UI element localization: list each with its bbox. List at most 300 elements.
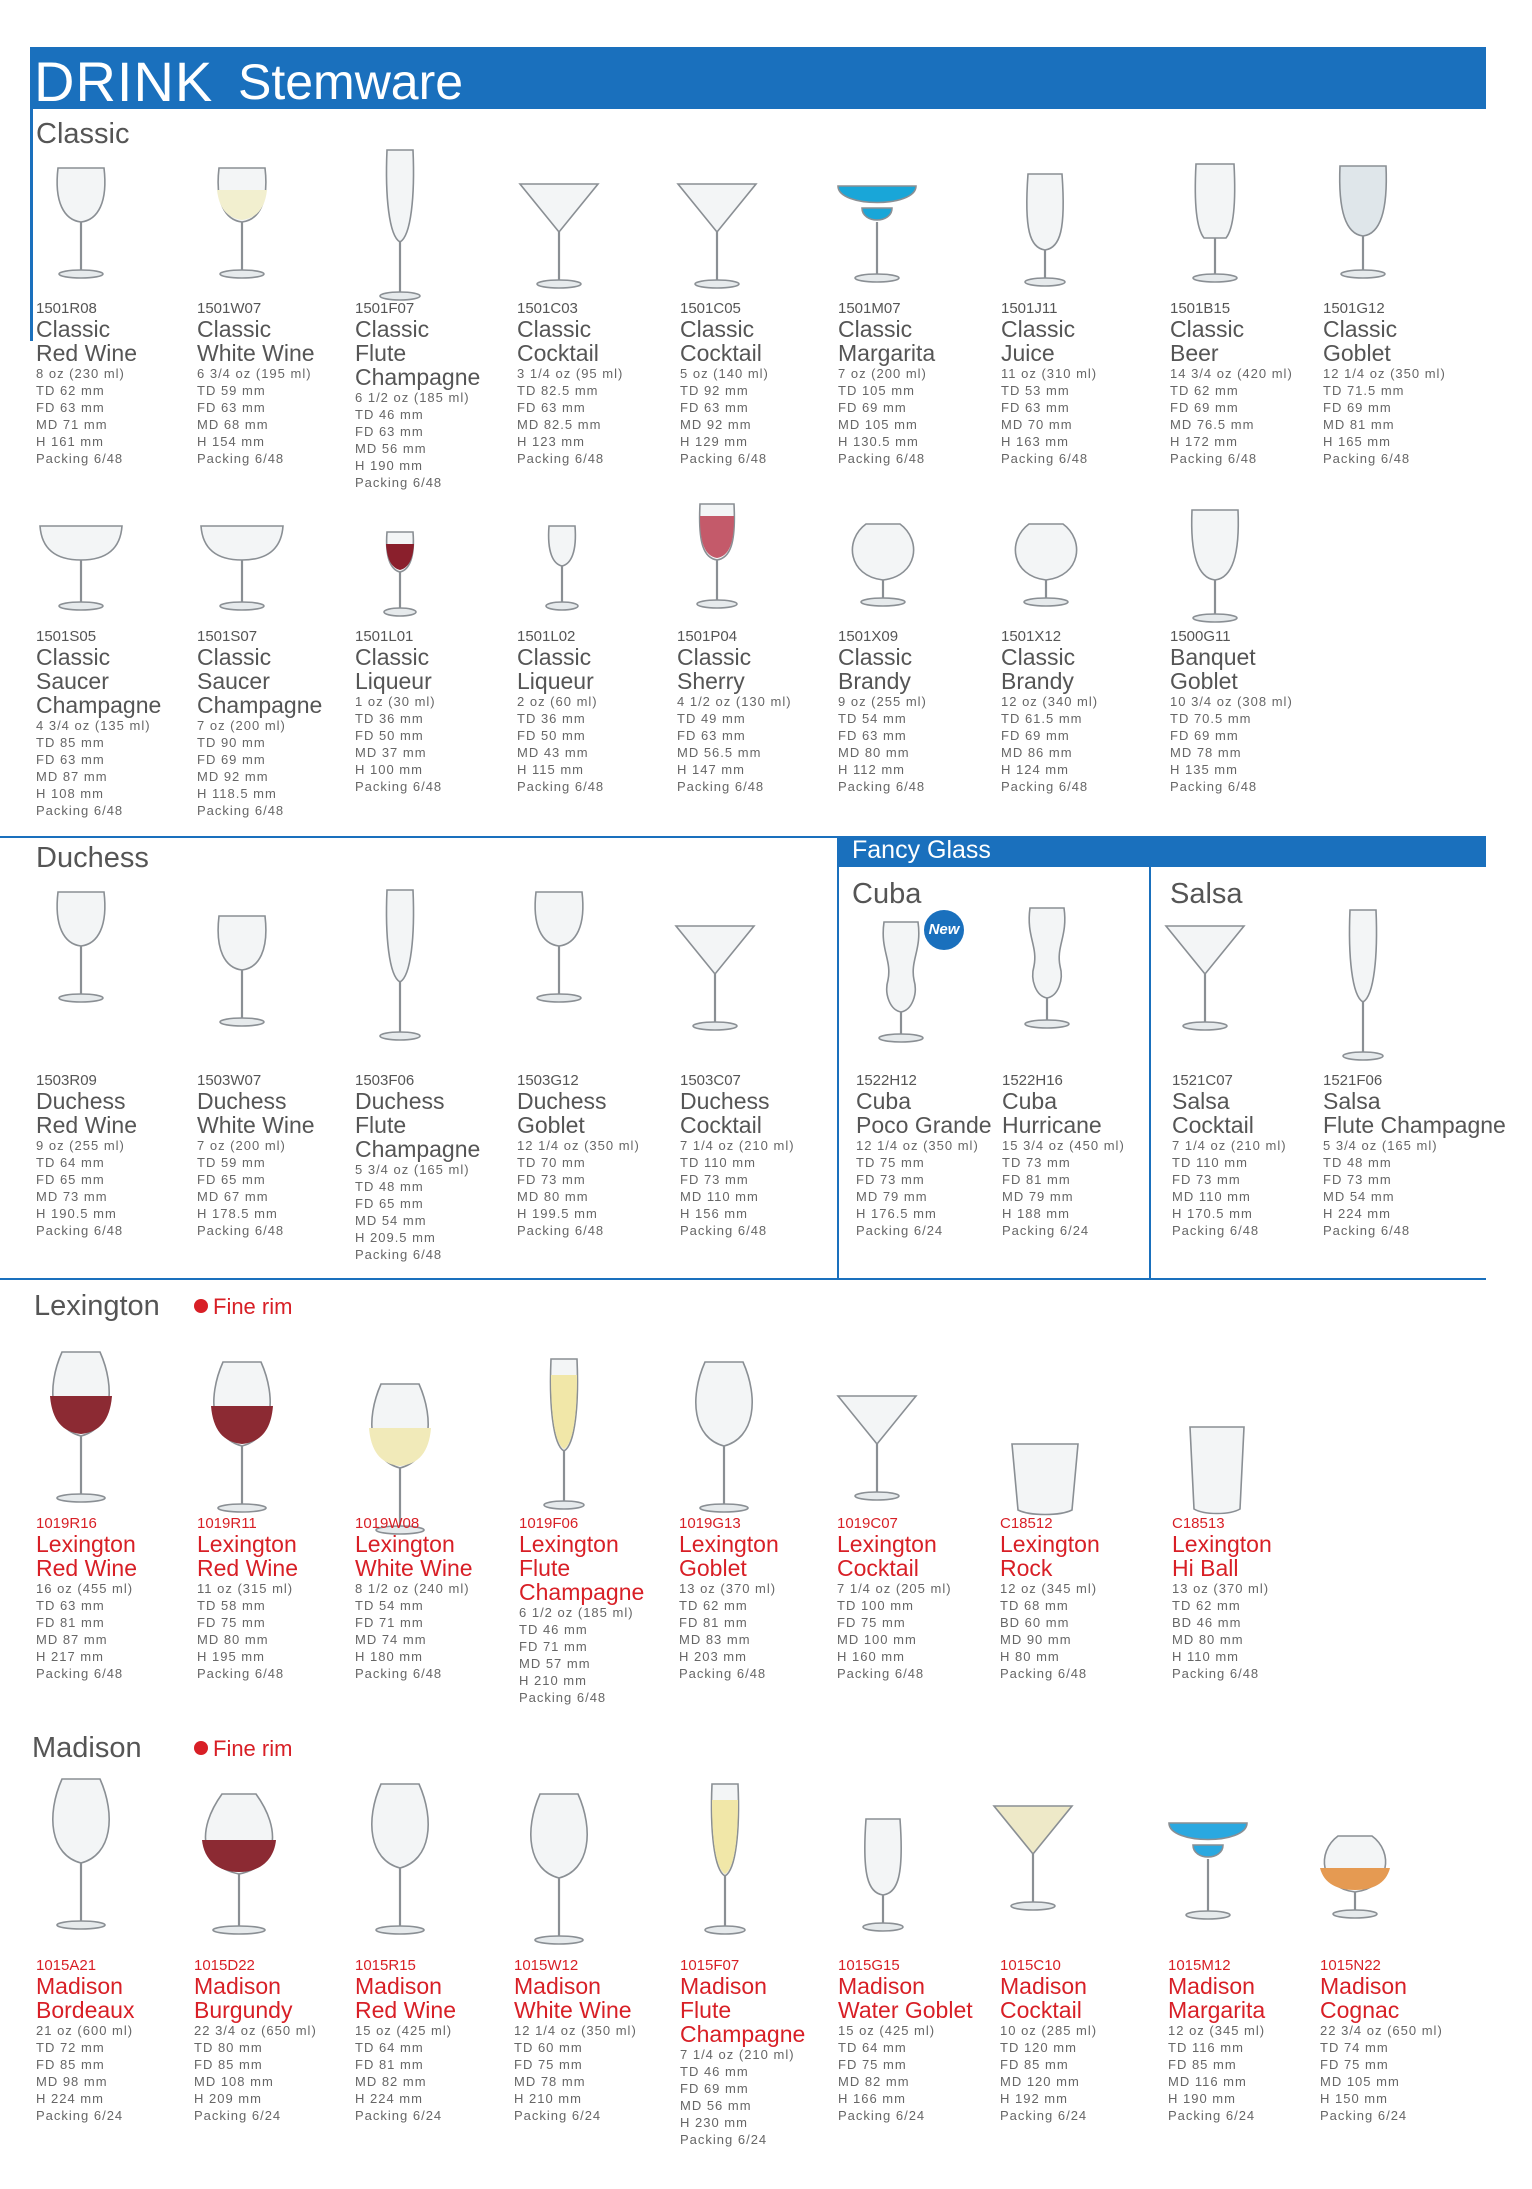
product-name-line: Rock <box>1000 1555 1053 1581</box>
product-spec: H 188 mm <box>1002 1206 1070 1221</box>
product-spec: 4 3/4 oz (135 ml) <box>36 718 151 733</box>
product-item <box>838 1957 998 2124</box>
product-code: 1501P04 <box>677 628 738 645</box>
glass-image <box>838 1815 928 1975</box>
product-name-line: Madison <box>1168 1973 1255 1999</box>
product-spec: 14 3/4 oz (420 ml) <box>1170 366 1293 381</box>
product-item <box>517 300 677 467</box>
product-spec: MD 54 mm <box>355 1213 427 1228</box>
product-spec: 6 1/2 oz (185 ml) <box>355 390 470 405</box>
product-spec: Packing 6/48 <box>517 451 605 466</box>
product-spec: H 190.5 mm <box>36 1206 117 1221</box>
product-spec: H 203 mm <box>679 1649 747 1664</box>
product-spec: 8 oz (230 ml) <box>36 366 125 381</box>
product-spec: TD 80 mm <box>194 2040 263 2055</box>
product-code: 1521C07 <box>1172 1072 1233 1089</box>
product-spec: Packing 6/48 <box>36 1223 124 1238</box>
product-spec: FD 69 mm <box>1170 728 1239 743</box>
product-spec: MD 56.5 mm <box>677 745 762 760</box>
product-spec: H 190 mm <box>355 458 423 473</box>
product-spec: MD 120 mm <box>1000 2074 1080 2089</box>
product-spec: FD 81 mm <box>355 2057 424 2072</box>
product-spec: 2 oz (60 ml) <box>517 694 598 709</box>
product-code: 1019C07 <box>837 1515 898 1532</box>
glass-image <box>197 910 287 1070</box>
product-code: 1501M07 <box>838 300 901 317</box>
section-fancy-glass <box>838 836 1486 867</box>
product-spec: FD 69 mm <box>197 752 266 767</box>
product-spec: H 160 mm <box>837 1649 905 1664</box>
product-spec: MD 80 mm <box>1172 1632 1244 1647</box>
product-name-line: Lexington <box>1172 1531 1272 1557</box>
product-spec: 12 1/4 oz (350 ml) <box>1323 366 1446 381</box>
fine-rim-lexington <box>194 1294 292 1320</box>
product-name-line: Classic <box>1323 316 1398 342</box>
product-spec: FD 75 mm <box>837 1615 906 1630</box>
product-item <box>1323 1072 1506 1239</box>
product-spec: 6 1/2 oz (185 ml) <box>519 1605 634 1620</box>
product-spec: 12 oz (345 ml) <box>1168 2023 1266 2038</box>
product-spec: FD 50 mm <box>355 728 424 743</box>
product-name-line: Burgundy <box>194 1997 293 2023</box>
product-spec: TD 58 mm <box>197 1598 266 1613</box>
product-name-line: Duchess <box>680 1088 770 1114</box>
product-name-line: Madison <box>838 1973 925 1999</box>
product-spec: Packing 6/48 <box>838 779 926 794</box>
product-name-line: Hurricane <box>1002 1112 1102 1138</box>
product-spec: H 180 mm <box>355 1649 423 1664</box>
product-code: 1501L01 <box>355 628 414 645</box>
product-spec: TD 64 mm <box>36 1155 105 1170</box>
product-name-line: Classic <box>677 644 752 670</box>
glass-image <box>355 1780 445 1940</box>
product-name-line: Flute Champagne <box>1323 1112 1506 1138</box>
product-name-line: Lexington <box>837 1531 937 1557</box>
glass-image <box>36 886 126 1046</box>
product-spec: Packing 6/48 <box>1323 451 1411 466</box>
product-name-line: Cocktail <box>837 1555 919 1581</box>
product-spec: FD 81 mm <box>679 1615 748 1630</box>
product-name-line: Duchess <box>36 1088 126 1114</box>
product-name-line: White Wine <box>514 1997 632 2023</box>
product-name-line: Champagne <box>355 1136 481 1162</box>
product-spec: Packing 6/24 <box>1000 2108 1088 2123</box>
glass-image <box>194 1790 284 1950</box>
product-item <box>1000 1957 1160 2124</box>
product-spec: FD 73 mm <box>1172 1172 1241 1187</box>
product-name-line: Flute <box>355 1112 407 1138</box>
product-code: 1521F06 <box>1323 1072 1383 1089</box>
glass-image <box>355 146 445 306</box>
product-spec: MD 80 mm <box>838 745 910 760</box>
product-spec: H 154 mm <box>197 434 265 449</box>
product-spec: FD 73 mm <box>517 1172 586 1187</box>
glass-image <box>1170 162 1260 322</box>
product-name-line: Water Goblet <box>838 1997 973 2023</box>
product-item <box>680 300 840 467</box>
product-name-line: Madison <box>1000 1973 1087 1999</box>
glass-image <box>670 920 760 1080</box>
product-name-line: Juice <box>1001 340 1055 366</box>
product-spec: MD 80 mm <box>517 1189 589 1204</box>
product-spec: Packing 6/48 <box>355 779 443 794</box>
product-spec: FD 81 mm <box>36 1615 105 1630</box>
product-spec: 5 3/4 oz (165 ml) <box>1323 1138 1438 1153</box>
product-spec: MD 79 mm <box>856 1189 928 1204</box>
product-code: 1015G15 <box>838 1957 900 1974</box>
product-name-line: Classic <box>355 316 430 342</box>
product-spec: H 163 mm <box>1001 434 1069 449</box>
product-spec: 9 oz (255 ml) <box>838 694 927 709</box>
fine-rim-dot <box>194 1741 208 1755</box>
product-spec: FD 63 mm <box>355 424 424 439</box>
product-item <box>519 1515 679 1706</box>
product-spec: TD 70 mm <box>517 1155 586 1170</box>
product-spec: FD 71 mm <box>519 1639 588 1654</box>
product-spec: TD 46 mm <box>519 1622 588 1637</box>
product-spec: FD 73 mm <box>680 1172 749 1187</box>
product-name-line: Madison <box>514 1973 601 1999</box>
section-classic: Classic <box>36 118 130 150</box>
product-name-line: Champagne <box>355 364 481 390</box>
product-spec: MD 116 mm <box>1168 2074 1247 2089</box>
product-code: 1503W07 <box>197 1072 262 1089</box>
product-spec: Packing 6/24 <box>36 2108 124 2123</box>
product-spec: FD 85 mm <box>194 2057 263 2072</box>
product-item <box>1172 1072 1332 1239</box>
product-spec: H 178.5 mm <box>197 1206 278 1221</box>
product-spec: MD 68 mm <box>197 417 269 432</box>
product-spec: H 230 mm <box>680 2115 748 2130</box>
product-spec: 5 oz (140 ml) <box>680 366 769 381</box>
product-spec: TD 62 mm <box>1172 1598 1241 1613</box>
product-spec: MD 105 mm <box>838 417 918 432</box>
product-name-line: Cocktail <box>1172 1112 1254 1138</box>
product-name-line: Salsa <box>1172 1088 1230 1114</box>
product-name-line: Banquet <box>1170 644 1256 670</box>
product-name-line: Classic <box>36 316 111 342</box>
product-spec: H 112 mm <box>838 762 905 777</box>
product-spec: H 108 mm <box>36 786 104 801</box>
product-spec: FD 73 mm <box>856 1172 925 1187</box>
product-name-line: Cocktail <box>517 340 599 366</box>
product-spec: H 199.5 mm <box>517 1206 598 1221</box>
product-spec: 7 oz (200 ml) <box>197 718 286 733</box>
product-item <box>1001 300 1161 467</box>
product-spec: MD 100 mm <box>837 1632 917 1647</box>
section-cuba: Cuba <box>852 878 922 910</box>
product-spec: TD 48 mm <box>355 1179 424 1194</box>
product-spec: 12 oz (340 ml) <box>1001 694 1099 709</box>
product-name-line: Lexington <box>36 1531 136 1557</box>
product-item <box>838 300 998 467</box>
product-item <box>838 628 998 795</box>
product-code: C18513 <box>1172 1515 1225 1532</box>
product-spec: H 123 mm <box>517 434 585 449</box>
new-badge: New <box>924 910 964 950</box>
product-spec: H 118.5 mm <box>197 786 277 801</box>
product-spec: MD 86 mm <box>1001 745 1073 760</box>
title-stemware: Stemware <box>238 54 464 110</box>
product-code: 1501F07 <box>355 300 415 317</box>
product-spec: Packing 6/48 <box>838 451 926 466</box>
product-item <box>1000 1515 1160 1682</box>
product-item <box>1168 1957 1328 2124</box>
product-spec: FD 63 mm <box>197 400 266 415</box>
product-item <box>197 1072 357 1239</box>
product-spec: 8 1/2 oz (240 ml) <box>355 1581 470 1596</box>
product-spec: MD 110 mm <box>1172 1189 1251 1204</box>
product-spec: TD 63 mm <box>36 1598 105 1613</box>
product-item <box>514 1957 674 2124</box>
product-spec: FD 69 mm <box>838 400 907 415</box>
product-spec: TD 105 mm <box>838 383 915 398</box>
product-item <box>837 1515 997 1682</box>
product-name-line: Duchess <box>517 1088 607 1114</box>
product-spec: TD 92 mm <box>680 383 749 398</box>
product-name-line: Classic <box>355 644 430 670</box>
glass-image <box>355 886 445 1046</box>
product-code: 1500G11 <box>1170 628 1231 645</box>
product-spec: 12 1/4 oz (350 ml) <box>517 1138 640 1153</box>
product-spec: FD 63 mm <box>1001 400 1070 415</box>
fine-rim-label: Fine rim <box>213 1736 293 1761</box>
product-spec: FD 65 mm <box>197 1172 266 1187</box>
glass-image <box>519 1355 609 1515</box>
product-spec: 22 3/4 oz (650 ml) <box>1320 2023 1443 2038</box>
product-spec: TD 48 mm <box>1323 1155 1392 1170</box>
product-code: 1501L02 <box>517 628 576 645</box>
product-name-line: Champagne <box>36 692 162 718</box>
product-spec: Packing 6/48 <box>680 451 768 466</box>
glass-image <box>988 1800 1078 1960</box>
product-code: 1015A21 <box>36 1957 97 1974</box>
product-code: 1015N22 <box>1320 1957 1381 1974</box>
product-spec: FD 63 mm <box>838 728 907 743</box>
product-code: 1503G12 <box>517 1072 579 1089</box>
product-name-line: Salsa <box>1323 1088 1381 1114</box>
product-spec: H 135 mm <box>1170 762 1238 777</box>
product-name-line: Red Wine <box>197 1555 298 1581</box>
product-spec: MD 54 mm <box>1323 1189 1395 1204</box>
product-spec: TD 53 mm <box>1001 383 1070 398</box>
product-spec: 11 oz (315 ml) <box>197 1581 294 1596</box>
product-spec: 7 1/4 oz (210 ml) <box>680 2047 795 2062</box>
product-spec: FD 73 mm <box>1323 1172 1392 1187</box>
product-spec: TD 60 mm <box>514 2040 583 2055</box>
fine-rim-dot <box>194 1299 208 1313</box>
product-code: 1501C05 <box>680 300 741 317</box>
product-spec: Packing 6/48 <box>677 779 765 794</box>
product-item <box>856 1072 1016 1239</box>
fine-rim-madison <box>194 1736 292 1762</box>
product-item <box>197 1515 357 1682</box>
product-spec: TD 68 mm <box>1000 1598 1069 1613</box>
product-spec: FD 69 mm <box>1001 728 1070 743</box>
product-spec: 12 oz (345 ml) <box>1000 1581 1098 1596</box>
product-spec: H 224 mm <box>36 2091 104 2106</box>
product-spec: FD 75 mm <box>1320 2057 1389 2072</box>
product-spec: H 172 mm <box>1170 434 1238 449</box>
product-spec: MD 110 mm <box>680 1189 759 1204</box>
glass-image <box>514 1790 604 1950</box>
product-name-line: Red Wine <box>36 340 137 366</box>
product-spec: 10 oz (285 ml) <box>1000 2023 1098 2038</box>
product-spec: FD 81 mm <box>1002 1172 1071 1187</box>
product-item <box>1170 300 1330 467</box>
product-item <box>197 300 357 467</box>
product-spec: H 217 mm <box>36 1649 104 1664</box>
product-spec: Packing 6/48 <box>680 1223 768 1238</box>
product-item <box>36 628 196 819</box>
product-spec: H 224 mm <box>1323 1206 1391 1221</box>
product-spec: MD 79 mm <box>1002 1189 1074 1204</box>
product-name-line: Cognac <box>1320 1997 1400 2023</box>
product-spec: TD 71.5 mm <box>1323 383 1405 398</box>
product-code: 1015D22 <box>194 1957 255 1974</box>
product-spec: MD 57 mm <box>519 1656 591 1671</box>
product-spec: MD 70 mm <box>1001 417 1073 432</box>
product-item <box>355 1072 515 1263</box>
product-spec: FD 85 mm <box>1168 2057 1237 2072</box>
product-spec: FD 75 mm <box>197 1615 266 1630</box>
product-spec: MD 67 mm <box>197 1189 269 1204</box>
product-name-line: Classic <box>197 316 272 342</box>
section-duchess: Duchess <box>36 842 149 874</box>
product-spec: Packing 6/48 <box>837 1666 925 1681</box>
product-name-line: Hi Ball <box>1172 1555 1239 1581</box>
product-spec: TD 62 mm <box>679 1598 748 1613</box>
product-spec: FD 50 mm <box>517 728 586 743</box>
product-spec: MD 90 mm <box>1000 1632 1072 1647</box>
product-spec: TD 59 mm <box>197 1155 266 1170</box>
product-item <box>680 1957 840 2148</box>
product-spec: Packing 6/48 <box>355 475 443 490</box>
product-spec: 7 oz (200 ml) <box>197 1138 286 1153</box>
product-item <box>36 1515 196 1682</box>
glass-image <box>197 162 287 322</box>
product-spec: TD 61.5 mm <box>1001 711 1083 726</box>
product-spec: Packing 6/48 <box>517 1223 605 1238</box>
product-spec: H 129 mm <box>680 434 748 449</box>
product-spec: FD 65 mm <box>36 1172 105 1187</box>
product-item <box>355 300 515 491</box>
product-name-line: Classic <box>36 644 111 670</box>
product-spec: H 190 mm <box>1168 2091 1236 2106</box>
glass-image <box>856 920 946 1080</box>
product-name-line: White Wine <box>355 1555 473 1581</box>
product-spec: H 110 mm <box>1172 1649 1239 1664</box>
product-name-line: Madison <box>680 1973 767 1999</box>
product-spec: FD 71 mm <box>355 1615 424 1630</box>
product-name-line: Cocktail <box>680 340 762 366</box>
product-code: 1522H16 <box>1002 1072 1063 1089</box>
product-spec: MD 43 mm <box>517 745 589 760</box>
product-spec: H 124 mm <box>1001 762 1069 777</box>
product-name-line: White Wine <box>197 340 315 366</box>
product-name-line: Flute <box>355 340 407 366</box>
product-spec: FD 69 mm <box>680 2081 749 2096</box>
glass-image <box>36 162 126 322</box>
product-name-line: Beer <box>1170 340 1219 366</box>
section-lexington: Lexington <box>34 1290 160 1322</box>
product-code: 1019G13 <box>679 1515 741 1532</box>
product-code: 1501G12 <box>1323 300 1385 317</box>
product-spec: TD 54 mm <box>355 1598 424 1613</box>
product-spec: Packing 6/24 <box>680 2132 768 2147</box>
product-spec: H 100 mm <box>355 762 423 777</box>
product-spec: 10 3/4 oz (308 ml) <box>1170 694 1293 709</box>
product-spec: Packing 6/48 <box>1170 451 1258 466</box>
glass-image <box>1163 1815 1253 1975</box>
product-spec: MD 56 mm <box>680 2098 752 2113</box>
product-code: 1501X09 <box>838 628 899 645</box>
product-spec: 1 oz (30 ml) <box>355 694 436 709</box>
product-item <box>1320 1957 1480 2124</box>
product-spec: Packing 6/48 <box>197 803 285 818</box>
product-name-line: Poco Grande <box>856 1112 992 1138</box>
product-item <box>677 628 837 795</box>
product-code: 1501S07 <box>197 628 258 645</box>
product-name-line: Red Wine <box>36 1555 137 1581</box>
product-name-line: Classic <box>680 316 755 342</box>
product-spec: 3 1/4 oz (95 ml) <box>517 366 624 381</box>
product-name-line: Bordeaux <box>36 1997 135 2023</box>
product-code: 1501B15 <box>1170 300 1231 317</box>
product-name-line: Lexington <box>1000 1531 1100 1557</box>
product-spec: TD 46 mm <box>680 2064 749 2079</box>
product-spec: 7 1/4 oz (210 ml) <box>680 1138 795 1153</box>
product-spec: Packing 6/48 <box>36 1666 124 1681</box>
product-name-line: Duchess <box>355 1088 445 1114</box>
product-spec: 15 oz (425 ml) <box>838 2023 936 2038</box>
product-name-line: Madison <box>36 1973 123 1999</box>
product-spec: 15 3/4 oz (450 ml) <box>1002 1138 1125 1153</box>
product-spec: TD 54 mm <box>838 711 907 726</box>
product-spec: 12 1/4 oz (350 ml) <box>514 2023 637 2038</box>
fancy-glass-label: Fancy Glass <box>852 836 991 864</box>
glass-image <box>680 1780 770 1940</box>
product-spec: 12 1/4 oz (350 ml) <box>856 1138 979 1153</box>
glass-image <box>1160 920 1250 1080</box>
header-banner <box>30 47 1486 113</box>
product-spec: MD 83 mm <box>679 1632 751 1647</box>
product-name-line: Brandy <box>838 668 911 694</box>
product-name-line: Cocktail <box>1000 1997 1082 2023</box>
product-spec: FD 63 mm <box>517 400 586 415</box>
product-name-line: Flute <box>680 1997 732 2023</box>
product-item <box>679 1515 839 1682</box>
product-name-line: Saucer <box>197 668 270 694</box>
divider-duchess-lexington <box>0 1278 1486 1280</box>
product-item <box>355 1957 515 2124</box>
product-spec: H 210 mm <box>514 2091 582 2106</box>
product-spec: TD 75 mm <box>856 1155 925 1170</box>
product-name-line: Madison <box>355 1973 442 1999</box>
product-name-line: Goblet <box>1323 340 1391 366</box>
product-item <box>355 628 515 795</box>
glass-image <box>197 1358 287 1518</box>
product-spec: TD 59 mm <box>197 383 266 398</box>
product-spec: H 170.5 mm <box>1172 1206 1253 1221</box>
product-code: 1015R15 <box>355 1957 416 1974</box>
glass-image <box>36 1348 126 1508</box>
product-code: 1503F06 <box>355 1072 415 1089</box>
product-spec: H 156 mm <box>680 1206 748 1221</box>
product-spec: FD 63 mm <box>680 400 749 415</box>
product-spec: Packing 6/24 <box>194 2108 282 2123</box>
product-spec: MD 81 mm <box>1323 417 1395 432</box>
